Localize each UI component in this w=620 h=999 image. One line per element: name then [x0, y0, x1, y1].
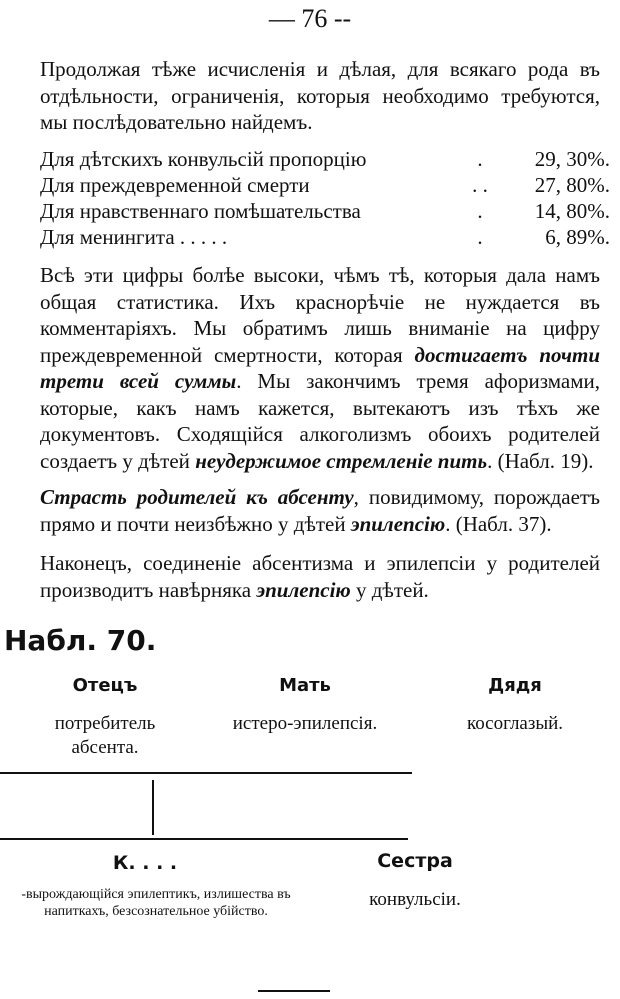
children-line — [0, 838, 408, 840]
paragraph-4 — [40, 550, 600, 603]
stat-dots: . — [477, 147, 483, 171]
intro-paragraph — [40, 56, 600, 136]
stat-value: 6, 89%. — [545, 225, 610, 249]
emphasis: эпилепсію — [256, 577, 351, 602]
text-run: Наконецъ, соединеніе абсентизма и эпилепсіи у родителей производитъ навѣрняка — [40, 551, 600, 602]
statistics-list — [40, 146, 610, 250]
mother-description: истеро-эпилепсія. — [232, 713, 378, 734]
stat-dots: . — [477, 199, 483, 223]
stat-value: 14, 80%. — [534, 199, 610, 223]
stat-value: 29, 30%. — [534, 147, 610, 171]
father-description: потребитель абсента. — [54, 713, 156, 758]
end-rule — [258, 990, 330, 992]
paragraph-3-text — [40, 484, 600, 537]
stat-label: Для преждевременной смерти — [40, 173, 310, 197]
stat-dots: . . — [472, 173, 488, 197]
text-run: у дѣтей. — [350, 577, 429, 602]
intro-text: Продолжая тѣже исчисленія и дѣлая, для всякаго рода въ отдѣльности, ограниченія, которыя необходимо требуются, мы послѣдовательно найдемъ. — [40, 57, 600, 134]
stat-row — [40, 172, 610, 198]
text-run: . Мы закончимъ тремя афоризмами, которые, какъ намъ кажется, вытекаютъ изъ тѣхъ же документовъ. Сходящійся алкоголизмъ обоихъ родителей создаетъ у дѣтей — [40, 369, 600, 473]
stat-label: Для дѣтскихъ конвульсій пропорцію — [40, 147, 367, 171]
text-run: . (Набл. 19). — [487, 448, 594, 473]
paragraph-4-text — [40, 550, 600, 603]
descent-line — [152, 780, 154, 835]
text-run: . (Набл. 37). — [445, 511, 552, 536]
child-description: -вырождающійся эпилептикъ, излишества въ напиткахъ, безсознательное убійство. — [21, 887, 291, 919]
observation-heading: Набл. 70. — [4, 624, 157, 657]
paragraph-2-text — [40, 262, 600, 474]
sister-description: конвульсіи. — [369, 889, 461, 910]
child-title: К. . . . — [112, 852, 178, 874]
page-number: — 76 -- — [268, 4, 352, 33]
uncle-title: Дядя — [488, 675, 542, 696]
emphasis: Страсть родителей къ абсенту — [40, 485, 354, 509]
emphasis: неудержимое стремленіе пить — [195, 448, 488, 473]
father-title: Отецъ — [72, 675, 138, 696]
mother-title: Мать — [279, 675, 331, 696]
paragraph-2 — [40, 262, 600, 474]
stat-value: 27, 80%. — [534, 173, 610, 197]
sister-title: Сестра — [377, 850, 453, 872]
stat-row — [40, 146, 610, 172]
stat-label: Для менингита . . . . . — [40, 225, 228, 249]
stat-label: Для нравственнаго помѣшательства — [40, 199, 361, 223]
stat-row — [40, 198, 610, 224]
text-run: , повидимому, порождаетъ прямо и почти неизбѣжно у дѣтей — [40, 485, 600, 536]
stat-row — [40, 224, 610, 250]
text-run: Всѣ эти цифры болѣе высоки, чѣмъ тѣ, которыя дала намъ общая статистика. Ихъ краснорѣчіе не нуждается въ комментаріяхъ. Мы обратимъ лишь вниманіе на цифру преждевременной смертности, которая — [40, 263, 600, 367]
uncle-description: косоглазый. — [466, 713, 564, 734]
paragraph-3 — [40, 484, 600, 537]
emphasis: эпилепсію — [350, 511, 446, 536]
emphasis: достигаетъ почти трети всей суммы — [40, 342, 601, 393]
parents-line — [0, 772, 412, 774]
stat-dots: . — [477, 225, 483, 249]
